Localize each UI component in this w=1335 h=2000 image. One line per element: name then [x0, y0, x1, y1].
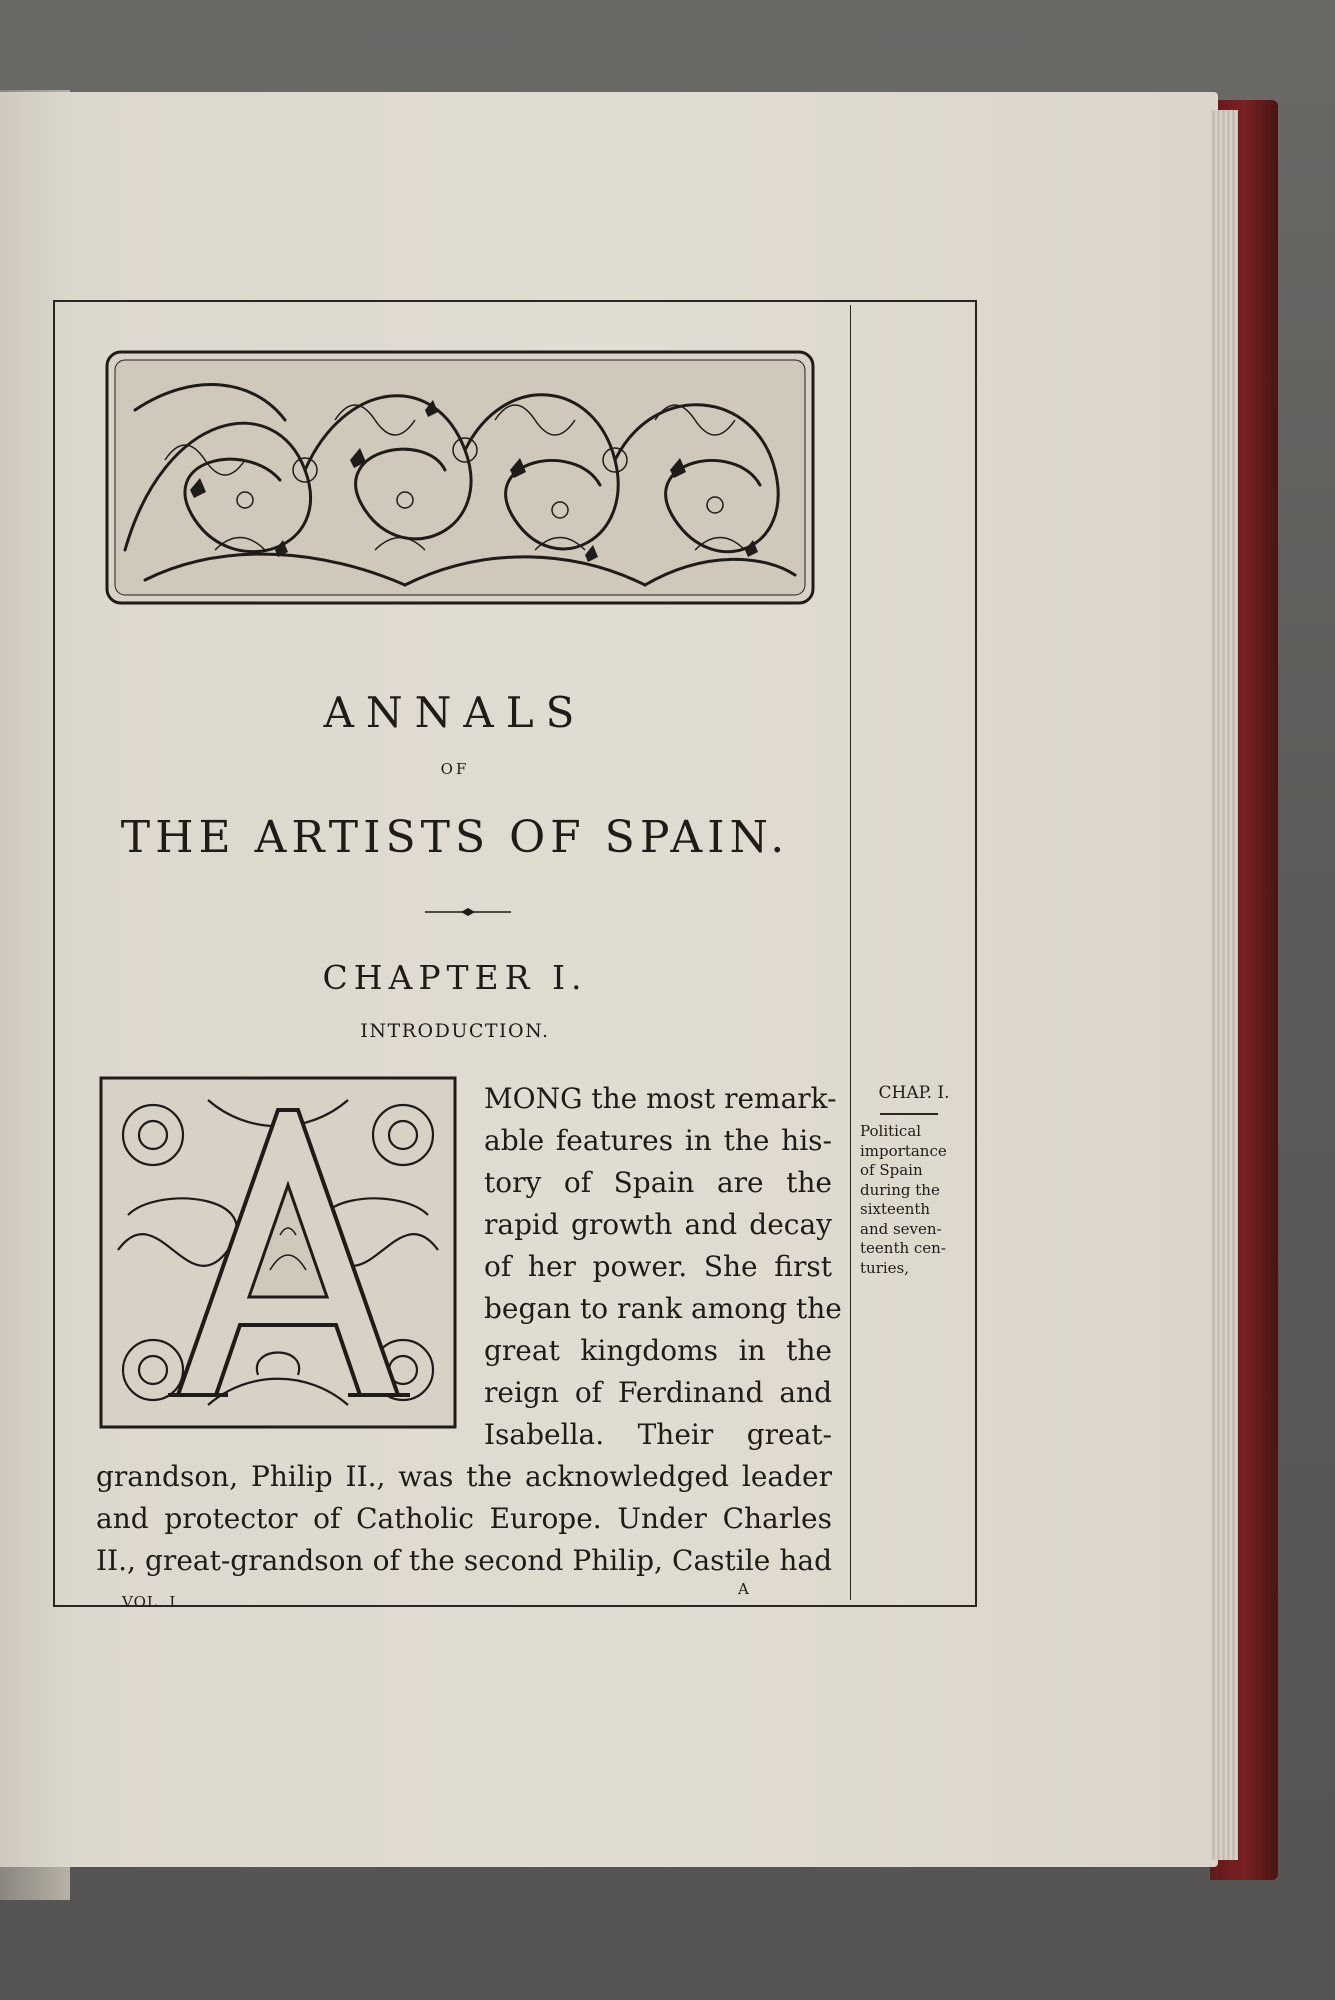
- margin-note: [860, 1122, 972, 1278]
- margin-note-line: and seven-: [860, 1219, 942, 1238]
- margin-note-line: turies,: [860, 1258, 909, 1277]
- chapter-heading: CHAPTER I.: [322, 958, 588, 997]
- margin-note-line: during the: [860, 1180, 940, 1199]
- margin-note-line: teenth cen-: [860, 1239, 946, 1257]
- body-line: began to rank among the: [484, 1292, 842, 1325]
- footer-volume: VOL. I.: [122, 1593, 183, 1611]
- body-line: tory of Spain are the: [484, 1166, 832, 1199]
- margin-note-line: of Spain: [860, 1161, 923, 1179]
- page-edges: [1210, 110, 1238, 1860]
- title-of: OF: [440, 760, 470, 778]
- chapter-subtitle: INTRODUCTION.: [360, 1020, 550, 1042]
- body-line: of her power. She first: [484, 1250, 832, 1283]
- ornamental-headpiece: [105, 350, 815, 605]
- body-line: great kingdoms in the: [484, 1334, 832, 1367]
- body-line: II., great-grandson of the second Philip, Castile had: [96, 1544, 832, 1577]
- margin-divider-rule: [850, 305, 851, 1600]
- body-line: Isabella. Their great-: [484, 1418, 832, 1451]
- ornamental-rule: [425, 905, 511, 919]
- drop-cap-ornament: [98, 1075, 458, 1430]
- body-line: and protector of Catholic Europe. Under Charles: [96, 1502, 832, 1535]
- margin-chapter-label: CHAP. I.: [878, 1083, 950, 1103]
- title-annals: ANNALS: [323, 688, 587, 737]
- body-line: able features in the his-: [484, 1124, 832, 1157]
- body-line: grandson, Philip II., was the acknowledged leader: [96, 1460, 832, 1493]
- body-line: reign of Ferdinand and: [484, 1376, 832, 1409]
- margin-note-line: Political: [860, 1122, 922, 1140]
- margin-note-line: sixteenth: [860, 1200, 931, 1218]
- margin-rule: [880, 1113, 938, 1115]
- book-title: THE ARTISTS OF SPAIN.: [120, 812, 790, 863]
- margin-note-line: importance: [860, 1141, 947, 1160]
- footer-signature-mark: A: [738, 1580, 749, 1598]
- body-line: MONG the most remark-: [484, 1082, 837, 1115]
- body-line: rapid growth and decay: [484, 1208, 832, 1241]
